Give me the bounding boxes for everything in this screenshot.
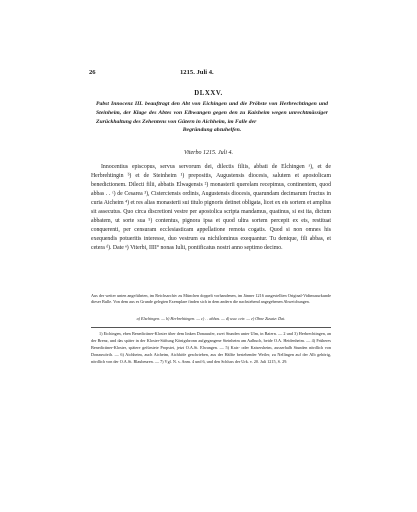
regest-summary: [96, 100, 328, 135]
document-number: DLXXV.: [194, 90, 223, 97]
variant-readings: a) Elschingen. — b) Herbrehtingen. — c) . . abbas. — d) usw. cetr. — e) Ohne Zusatz: Dat.: [136, 316, 286, 321]
page-number: 26: [89, 69, 96, 76]
regest-text: Pabst Innocenz III. beauftragt den Abt von Eichingen und die Pröbste von Herbrechtingen und Steinheim, der Klage des Abtes von Elbwangen gegen den zu Kaisheim wegen unrechtmässiger Zurückhaltung des Zehentens von Gütern in Aichheim, im Falle der: [96, 101, 328, 125]
footnote-divider: [91, 327, 331, 328]
footnotes: [91, 331, 331, 366]
regest-text-last-line: Begründung abzuhelfen.: [182, 127, 242, 134]
charter-text: Innocentius episcopus, servus servorum dei, dilectis filiis, abbati de Elchingen ᵃ), et de Herbrehtingin ᵇ) et de Steinheim ¹) prepositis, Augustensis diocesis, salutem et apostolicam benedictionem. Dilecti filii, abbatis Elwagensis ²) monasterii querelam recepimus, continentem, quod abbas . . ᶜ) de Cesarea ³), Cisterciensis ordinis, Augustensis diocesis, quarundam decimarum fructus in curia Aicheim ⁴) et res alias monasterii sui titulo pignoris detinet obligata, licet ex eis sortem et amplius sit assecutus. Quo circa discretioni vestre per apostolica scripta mandamus, quatinus, si est ita, dictum abbatem, ut sorte sua ⁵) contentus, pignora ipsa et quod ultra sortem percepit ex eis, restituat conquerenti, per censuram ecclesiasticam appellatione remota cogatis. Quod si non omnes his exequendis potueritis interesse, duo vestrum ea nichilominus exequantur. Tu denique, fili abbas, et cetera ᵈ). Date ᵉ) Viterbi, IIII° nonas Iulii, pontificatus nostri anno septimo decimo.: [91, 164, 331, 251]
dateline: Viterbo 1215. Juli 4.: [183, 150, 234, 156]
footnote-block: 1) Eichingen, eben Benedictiner-Kloster über dem linken Donauufer, zwei Stunden unter Ulm, in Baiern. — 2 und 3) Herbrechtingen, an der Brenz, und das später in der Kloster-Stiftung Königsbronn aufgegangene Steinheim am Aalbuch, beide O.A. Heidenheim. — 4) Früheres Benedictiner-Kloster, spätere gefürstete Propstei, jetzt O.A.St. Elwangen. — 5) Kais- oder Kaisersheim, ausserhalb Stunden nördlich von Donauwörth. — 6) Aichheim, auch Aicheim, Aichhöfe geschrieben, aus der Hälfte bestehender Weiler, zu Nellingen auf der Alb gehörig, nördlich von der O.A.St. Blaubeuren. — 7) Vgl. N. s. Anm. 4 und 6, und den Schluss der Urk. v. 20. Juli 1215, S. 29.: [91, 331, 331, 364]
source-note: Aus der weiter unten angeführten, im Reichsarchiv zu München doppelt vorhandenen, im Jänner 1216 ausgestellten Original-Vidimusurkunde dieser Bulle. Von dem aus es Grunde gelegten Exemplare finden sich in dem andern die nachstehend angegebenen Abweichungen.: [91, 293, 331, 305]
running-header-date: 1215. Juli 4.: [180, 69, 214, 76]
